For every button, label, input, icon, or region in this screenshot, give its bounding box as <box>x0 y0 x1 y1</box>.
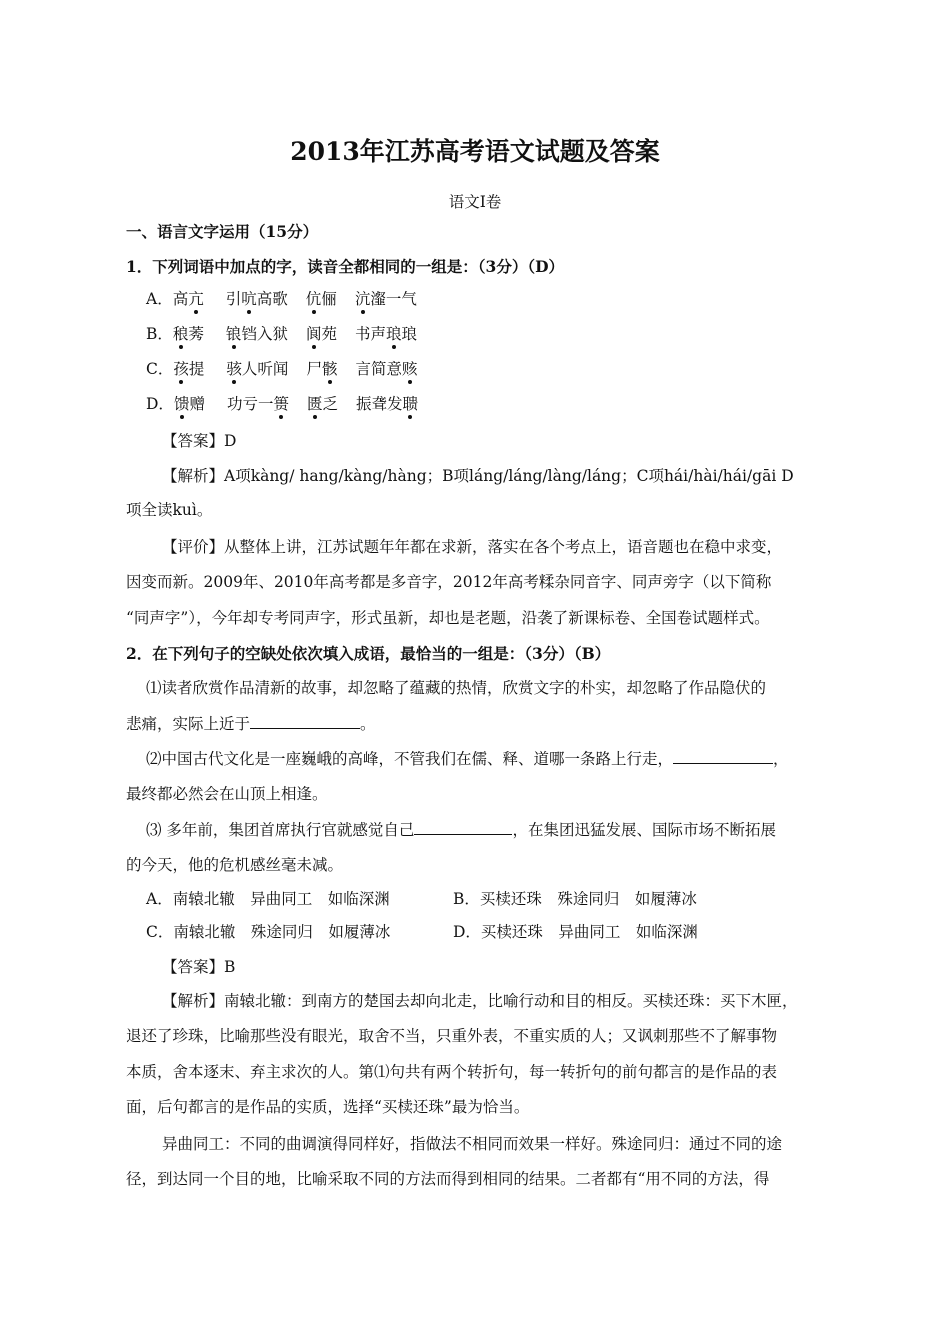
q1-answer: 【答案】D <box>162 432 237 450</box>
blank-line <box>414 820 512 835</box>
option-text: 琅 <box>401 325 418 343</box>
option-letter: D． <box>146 395 174 413</box>
dotted-char: 沆 <box>354 290 371 308</box>
q2-answer: 【答案】B <box>162 958 236 976</box>
sentence-text: ⑵中国古代文化是一座巍峨的高峰，不管我们在儒、释、道哪一条路上行走， <box>146 750 674 768</box>
dotted-char: 稂 <box>172 325 189 343</box>
q2-sentence-2 <box>146 749 789 769</box>
q1-comment-cont: 因变而新。2009年、2010年高考都是多音字，2012年高考糅杂同音字、同声旁字（以下简称 <box>126 573 772 591</box>
option-text: 铛入狱 <box>241 325 288 343</box>
dotted-char: 吭 <box>241 290 257 308</box>
dotted-char: 锒 <box>225 325 242 343</box>
q2-option-d: D．买椟还珠 异曲同工 如临深渊 <box>453 923 698 941</box>
q2-analysis: 【解析】南辕北辙：到南方的楚国去却向北走，比喻行动和目的相反。买椟还珠：买下木匣， <box>162 992 798 1010</box>
q1-analysis-cont: 项全读kuì。 <box>126 501 213 519</box>
section-heading: 一、语言文字运用（15分） <box>126 222 319 241</box>
blank-line <box>250 714 360 729</box>
q1-option-c <box>146 359 418 379</box>
option-text: 俪 <box>321 290 337 308</box>
option-text: 莠 <box>188 325 204 343</box>
sentence-text: ， <box>773 750 789 768</box>
sentence-text: ，在集团迅猛发展、国际市场不断拓展 <box>512 821 776 839</box>
option-text: 高歌 <box>256 290 288 308</box>
q2-option-b: B．买椟还珠 殊途同归 如履薄冰 <box>453 890 697 908</box>
question-1-stem: 1．下列词语中加点的字，读音全都相同的一组是：（3分）（D） <box>126 257 565 276</box>
sentence-text: 。 <box>360 715 376 733</box>
option-letter: C． <box>146 360 174 378</box>
q1-analysis: 【解析】A项kàng/ hang/kàng/hàng；B项láng/láng/làng/láng；C项hái/hài/hái/gāi D <box>162 467 794 485</box>
q2-sentence-3 <box>146 820 776 840</box>
option-text: 引 <box>225 290 242 308</box>
q2-sentence-1: ⑴读者欣赏作品清新的故事，却忽略了蕴藏的热情，欣赏文字的朴实，却忽略了作品隐伏的 <box>146 679 767 697</box>
q2-option-c: C．南辕北辙 殊途同归 如履薄冰 <box>146 923 391 941</box>
q2-option-a: A．南辕北辙 异曲同工 如临深渊 <box>146 890 390 908</box>
q2-analysis-cont: 异曲同工：不同的曲调演得同样好，指做法不相同而效果一样好。殊途同归：通过不同的途 <box>162 1135 783 1153</box>
paper-subtitle: 语文Ⅰ卷 <box>448 193 502 211</box>
dotted-char: 篑 <box>273 395 289 413</box>
option-text: 提 <box>188 360 205 378</box>
q2-analysis-cont: 本质，舍本逐末、弃主求次的人。第⑴句共有两个转折句，每一转折句的前句都言的是作品的表 <box>126 1063 778 1081</box>
option-text: 人听闻 <box>241 360 289 378</box>
page-title: 2013年江苏高考语文试题及答案 <box>290 137 660 166</box>
q2-sentence-3-cont: 的今天，他的危机感丝毫未减。 <box>126 856 344 874</box>
option-text: 瀣一气 <box>370 290 417 308</box>
option-text: 言简意 <box>355 360 402 378</box>
dotted-char: 琅 <box>386 325 402 343</box>
dotted-char: 赅 <box>401 360 418 378</box>
dotted-char: 匮 <box>307 395 323 413</box>
q1-comment: 【评价】从整体上讲，江苏试题年年都在求新，落实在各个考点上，语音题也在稳中求变， <box>162 538 783 556</box>
dotted-char: 聩 <box>402 395 419 413</box>
q2-analysis-cont: 退还了珍珠，比喻那些没有眼光，取舍不当，只重外表，不重实质的人；又讽刺那些不了解事物 <box>126 1027 778 1045</box>
q1-option-d <box>146 394 418 414</box>
q2-analysis-cont: 面，后句都言的是作品的实质，选择“买椟还珠”最为恰当。 <box>126 1098 530 1116</box>
option-letter: B． <box>146 325 173 343</box>
dotted-char: 骇 <box>226 360 242 378</box>
sentence-text: ⑶ 多年前，集团首席执行官就感觉自己 <box>146 821 415 839</box>
option-text: 赠 <box>189 395 205 413</box>
option-letter: A． <box>146 290 173 308</box>
dotted-char: 馈 <box>173 395 190 413</box>
option-text: 高 <box>172 290 189 308</box>
option-text: 振聋发 <box>356 395 403 413</box>
option-text: 尸 <box>306 360 322 378</box>
q1-option-a <box>146 289 417 309</box>
dotted-char: 阆 <box>305 325 322 343</box>
q2-sentence-1-cont <box>126 714 376 734</box>
dotted-char: 骸 <box>321 360 338 378</box>
q2-analysis-cont: 径，到达同一个目的地，比喻采取不同的方法而得到相同的结果。二者都有“用不同的方法，得 <box>126 1170 770 1188</box>
dotted-char: 孩 <box>173 360 189 378</box>
option-text: 书声 <box>354 325 386 343</box>
q1-comment-cont: “同声字”），今年却专考同声字，形式虽新，却也是老题，沿袭了新课标卷、全国卷试题样式。 <box>126 609 770 627</box>
option-text: 苑 <box>321 325 337 343</box>
q1-option-b <box>146 324 417 344</box>
q2-sentence-2-cont: 最终都必然会在山顶上相逢。 <box>126 785 328 803</box>
dotted-char: 伉 <box>305 290 322 308</box>
option-text: 乏 <box>322 395 339 413</box>
option-text: 功亏一 <box>226 395 274 413</box>
dotted-char: 亢 <box>188 290 204 308</box>
sentence-text: 悲痛，实际上近于 <box>126 715 251 733</box>
question-2-stem: 2．在下列句子的空缺处依次填入成语，最恰当的一组是：（3分）（B） <box>126 644 611 663</box>
blank-line <box>673 749 773 764</box>
